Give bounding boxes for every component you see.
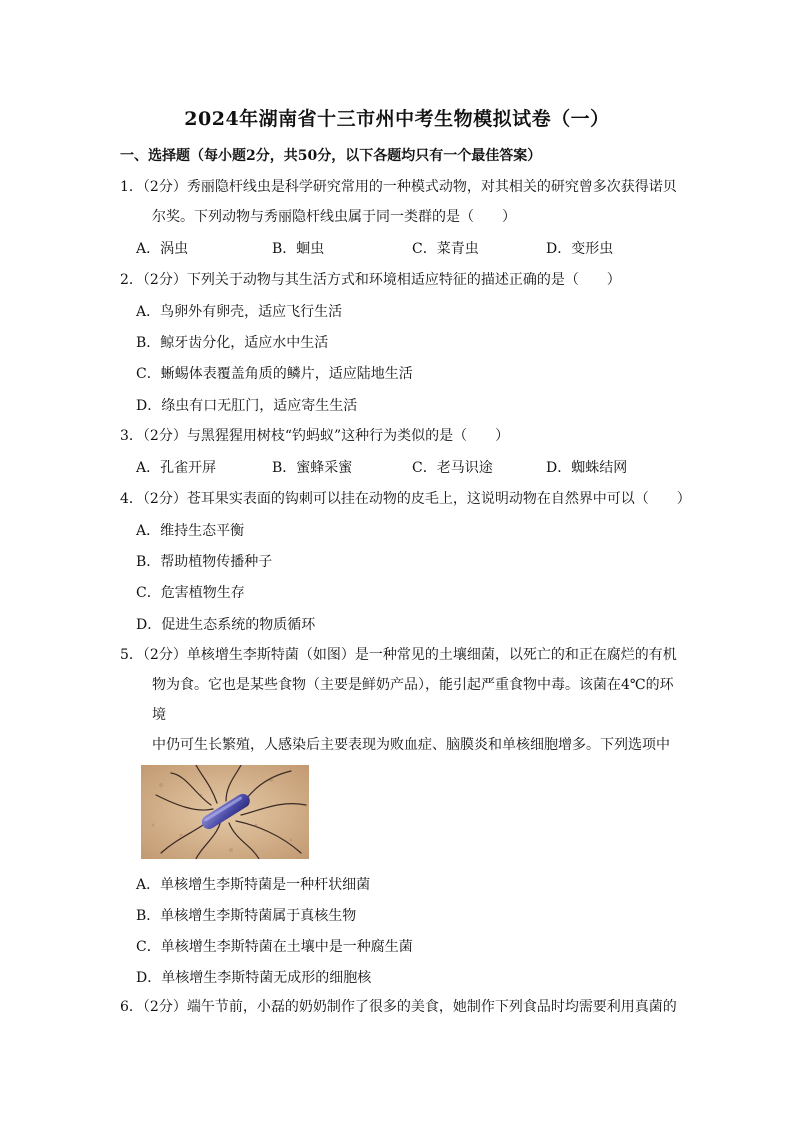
option-a: A．孔雀开屏 <box>136 460 217 476</box>
option-d: D．蜘蛛结网 <box>546 460 628 476</box>
option-d: D．促进生态系统的物质循环 <box>136 617 316 633</box>
question-6 <box>120 992 680 1022</box>
question-2-line-1: 2．（2分）下列关于动物与其生活方式和环境相适应特征的描述正确的是（ ） <box>120 272 621 288</box>
option-a: A．鸟卵外有卵壳，适应飞行生活 <box>136 304 343 320</box>
option-c: C．危害植物生存 <box>136 585 245 601</box>
option-d: D．绦虫有口无肛门，适应寄生生活 <box>136 398 358 414</box>
question-5-line-1: 5．（2分）单核增生李斯特菌（如图）是一种常见的土壤细菌，以死亡的和正在腐烂的有机 <box>120 647 677 663</box>
option-b: B．鲸牙齿分化，适应水中生活 <box>136 335 329 351</box>
question-5-line-3: 中仍可生长繁殖，人感染后主要表现为败血症、脑膜炎和单核细胞增多。下列选项中 <box>152 737 670 753</box>
question-1-options <box>136 238 696 262</box>
option-c: C．单核增生李斯特菌在土壤中是一种腐生菌 <box>136 939 413 955</box>
option-a: A．涡虫 <box>136 241 189 257</box>
option-b: B．蜜蜂采蜜 <box>272 460 353 476</box>
page-title: 2024年湖南省十三市州中考生物模拟试卷（一） <box>184 108 610 130</box>
bacteria-image <box>141 765 309 859</box>
option-b: B．帮助植物传播种子 <box>136 554 273 570</box>
option-c: C．老马识途 <box>412 460 493 476</box>
question-6-line-1: 6．（2分）端午节前，小磊的奶奶制作了很多的美食，她制作下列食品时均需要利用真菌的 <box>120 999 677 1015</box>
question-3-line-1: 3．（2分）与黑猩猩用树枝“钓蚂蚁”这种行为类似的是（ ） <box>120 428 510 444</box>
question-2 <box>120 265 680 295</box>
question-1-line-2: 尔奖。下列动物与秀丽隐杆线虫属于同一类群的是（ ） <box>152 209 516 225</box>
option-b: B．单核增生李斯特菌属于真核生物 <box>136 908 357 924</box>
question-4 <box>120 484 690 514</box>
option-a: A．单核增生李斯特菌是一种杆状细菌 <box>136 877 371 893</box>
option-c: C．蜥蜴体表覆盖角质的鳞片，适应陆地生活 <box>136 366 413 382</box>
question-5-line-2: 物为食。它也是某些食物（主要是鲜奶产品），能引起严重食物中毒。该菌在4℃的环境 <box>152 677 674 723</box>
question-1-line-1: 1．（2分）秀丽隐杆线虫是科学研究常用的一种模式动物，对其相关的研究曾多次获得诺贝 <box>120 179 677 195</box>
question-4-line-1: 4．（2分）苍耳果实表面的钩刺可以挂在动物的皮毛上，这说明动物在自然界中可以（ ） <box>120 491 691 507</box>
option-c: C．菜青虫 <box>412 241 479 257</box>
question-3-options <box>136 457 696 481</box>
option-d: D．单核增生李斯特菌无成形的细胞核 <box>136 970 372 986</box>
question-3 <box>120 421 680 451</box>
option-a: A．维持生态平衡 <box>136 523 245 539</box>
option-d: D．变形虫 <box>546 241 614 257</box>
question-1 <box>120 172 680 232</box>
option-b: B．蛔虫 <box>272 241 325 257</box>
section-heading: 一、选择题（每小题2分，共50分，以下各题均只有一个最佳答案） <box>120 148 542 164</box>
